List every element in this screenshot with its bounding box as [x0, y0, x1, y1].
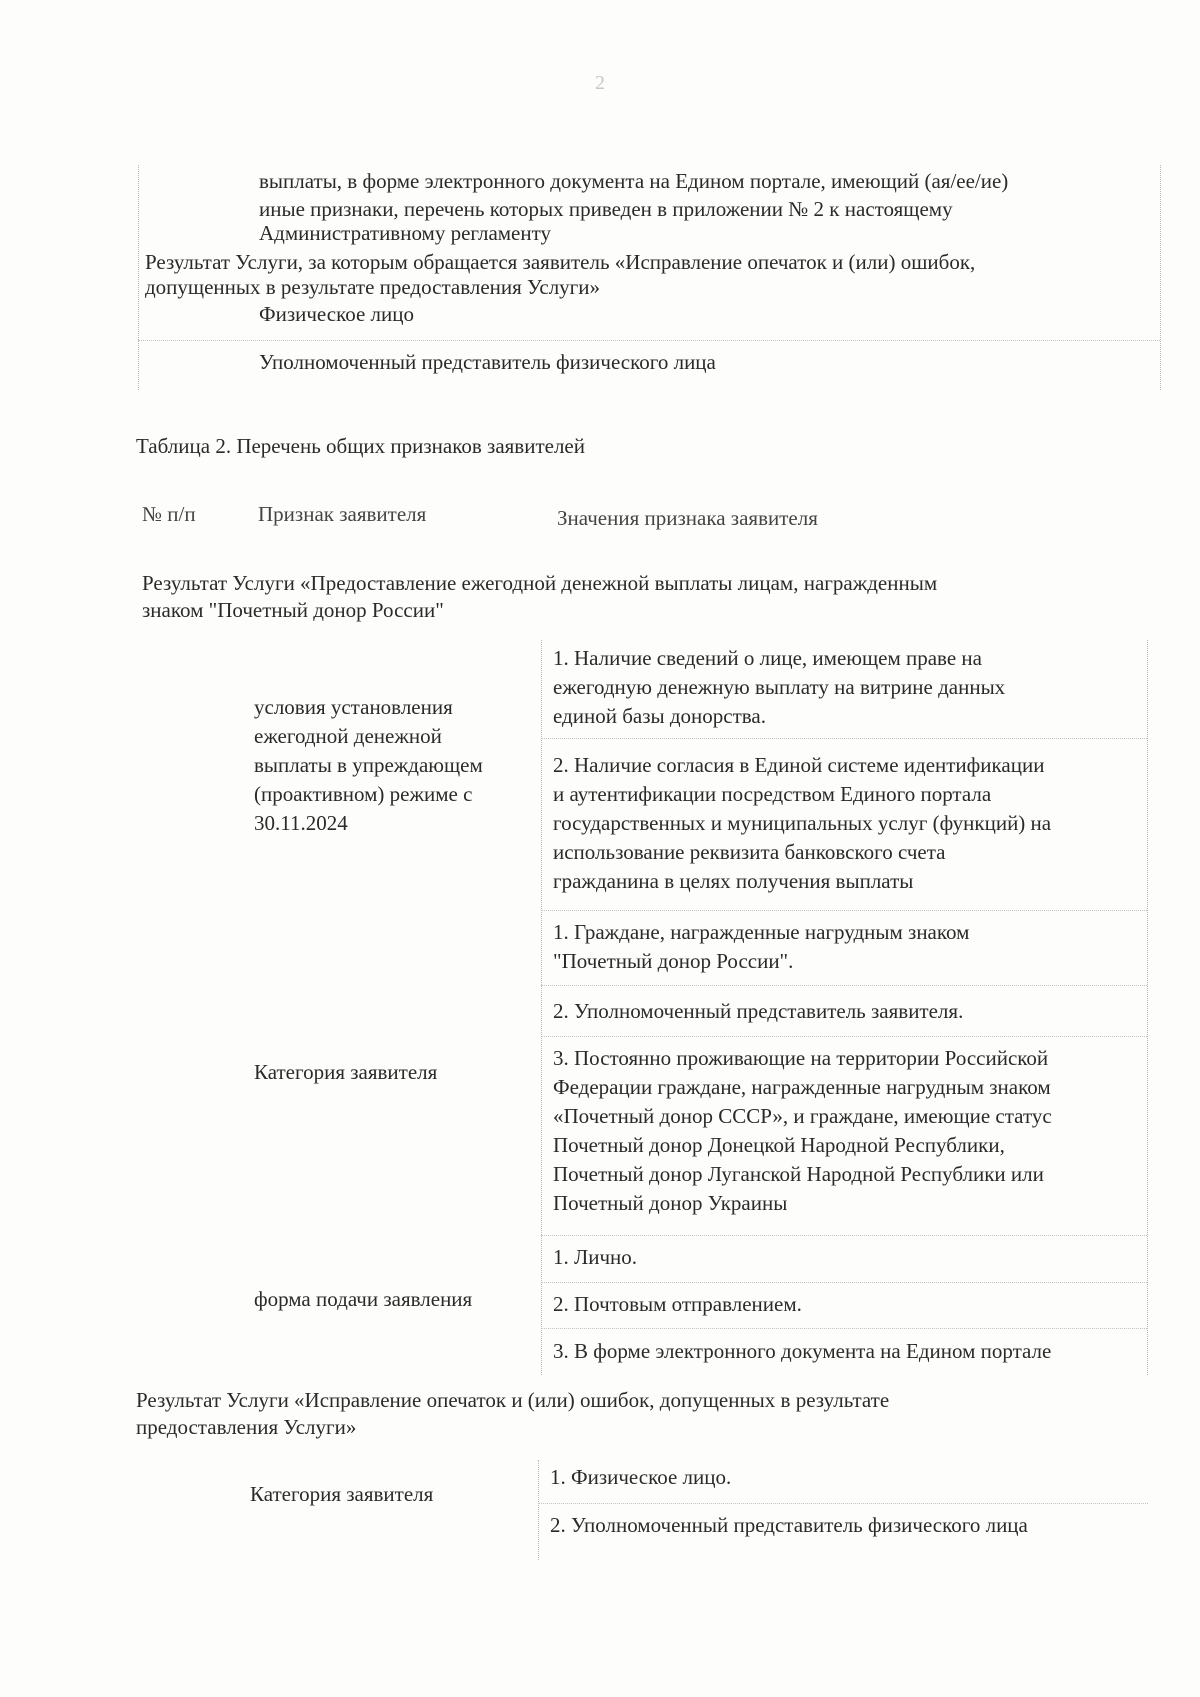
- value-line: 3. Постоянно проживающие на территории Российской: [553, 1046, 1049, 1070]
- feature-line: Категория заявителя: [254, 1060, 438, 1084]
- value-line: 2. Наличие согласия в Единой системе идентификации: [553, 753, 1045, 777]
- value-item: [553, 1044, 1153, 1218]
- feature-line: Категория заявителя: [250, 1482, 434, 1506]
- value-line: 1. Граждане, награжденные нагрудным знаком: [553, 920, 970, 944]
- table-border: [1160, 165, 1161, 390]
- value-line: 1. Лично.: [553, 1245, 638, 1269]
- table-border: [138, 165, 139, 390]
- value-line: Почетный донор Украины: [553, 1191, 788, 1215]
- value-line: государственных и муниципальных услуг (функций) на: [553, 811, 1052, 835]
- table-caption: Таблица 2. Перечень общих признаков заявителей: [136, 434, 585, 458]
- header-feature: Признак заявителя: [258, 502, 427, 526]
- value-line: гражданина в целях получения выплаты: [553, 869, 914, 893]
- row-divider: [541, 910, 1147, 911]
- row-divider: [138, 340, 1160, 341]
- row-divider: [541, 1235, 1147, 1236]
- feature-cell: [254, 693, 544, 838]
- value-line: 2. Уполномоченный представитель физического лица: [550, 1513, 1028, 1537]
- header-values: Значения признака заявителя: [557, 506, 818, 530]
- column-border: [538, 1460, 539, 1560]
- value-item: [553, 997, 1153, 1026]
- feature-line: форма подачи заявления: [254, 1287, 473, 1311]
- value-item: [553, 751, 1153, 896]
- result-heading-line: Результат Услуги, за которым обращается заявитель «Исправление опечаток и (или) ошибок,: [145, 250, 976, 274]
- feature-cell: [250, 1480, 540, 1509]
- feature-cell: [254, 1058, 544, 1087]
- value-line: и аутентификации посредством Единого портала: [553, 782, 992, 806]
- continuation-line: Административному регламенту: [259, 221, 552, 245]
- row-divider: [541, 1328, 1147, 1329]
- value-line: Почетный донор Донецкой Народной Республики,: [553, 1133, 1005, 1157]
- page-number: 2: [595, 72, 605, 94]
- section-title-line: Результат Услуги «Предоставление ежегодной денежной выплаты лицам, награжденным: [142, 571, 938, 595]
- row-divider: [541, 738, 1147, 739]
- value-line: "Почетный донор России".: [553, 949, 794, 973]
- value-item: [553, 644, 1153, 731]
- value-line: использование реквизита банковского счета: [553, 840, 946, 864]
- feature-line: условия установления: [254, 695, 453, 719]
- section-title-line: Результат Услуги «Исправление опечаток и (или) ошибок, допущенных в результате: [136, 1388, 890, 1412]
- applicant-item: Физическое лицо: [259, 302, 415, 326]
- continuation-line: иные признаки, перечень которых приведен в приложении № 2 к настоящему: [259, 197, 953, 221]
- value-item: [553, 918, 1153, 976]
- row-divider: [541, 1036, 1147, 1037]
- section-title-line: предоставления Услуги»: [136, 1415, 357, 1439]
- applicant-item: Уполномоченный представитель физического лица: [259, 350, 716, 374]
- value-item: [553, 1243, 1153, 1272]
- value-line: «Почетный донор СССР», и граждане, имеющие статус: [553, 1104, 1052, 1128]
- result-heading-line: допущенных в результате предоставления Услуги»: [145, 275, 601, 299]
- value-line: 2. Уполномоченный представитель заявителя.: [553, 999, 964, 1023]
- feature-line: ежегодной денежной: [254, 724, 442, 748]
- value-line: 3. В форме электронного документа на Едином портале: [553, 1339, 1052, 1363]
- feature-line: (проактивном) режиме с: [254, 782, 473, 806]
- row-divider: [541, 1282, 1147, 1283]
- value-line: Почетный донор Луганской Народной Республики или: [553, 1162, 1044, 1186]
- value-line: ежегодную денежную выплату на витрине данных: [553, 675, 1006, 699]
- row-divider: [538, 1503, 1148, 1504]
- value-line: 1. Наличие сведений о лице, имеющем праве на: [553, 646, 982, 670]
- feature-cell: [254, 1285, 544, 1314]
- continuation-line: выплаты, в форме электронного документа на Едином портале, имеющий (ая/ее/ие): [259, 169, 1009, 193]
- value-line: 2. Почтовым отправлением.: [553, 1292, 802, 1316]
- value-item: [550, 1463, 1150, 1492]
- value-line: Федерации граждане, награжденные нагрудным знаком: [553, 1075, 1051, 1099]
- header-number: № п/п: [142, 502, 196, 526]
- section-title-line: знаком "Почетный донор России": [142, 598, 444, 622]
- feature-line: выплаты в упреждающем: [254, 753, 483, 777]
- value-item: [550, 1511, 1150, 1540]
- value-line: 1. Физическое лицо.: [550, 1465, 732, 1489]
- value-line: единой базы донорства.: [553, 704, 766, 728]
- value-item: [553, 1337, 1153, 1366]
- feature-line: 30.11.2024: [254, 811, 348, 835]
- row-divider: [541, 985, 1147, 986]
- value-item: [553, 1290, 1153, 1319]
